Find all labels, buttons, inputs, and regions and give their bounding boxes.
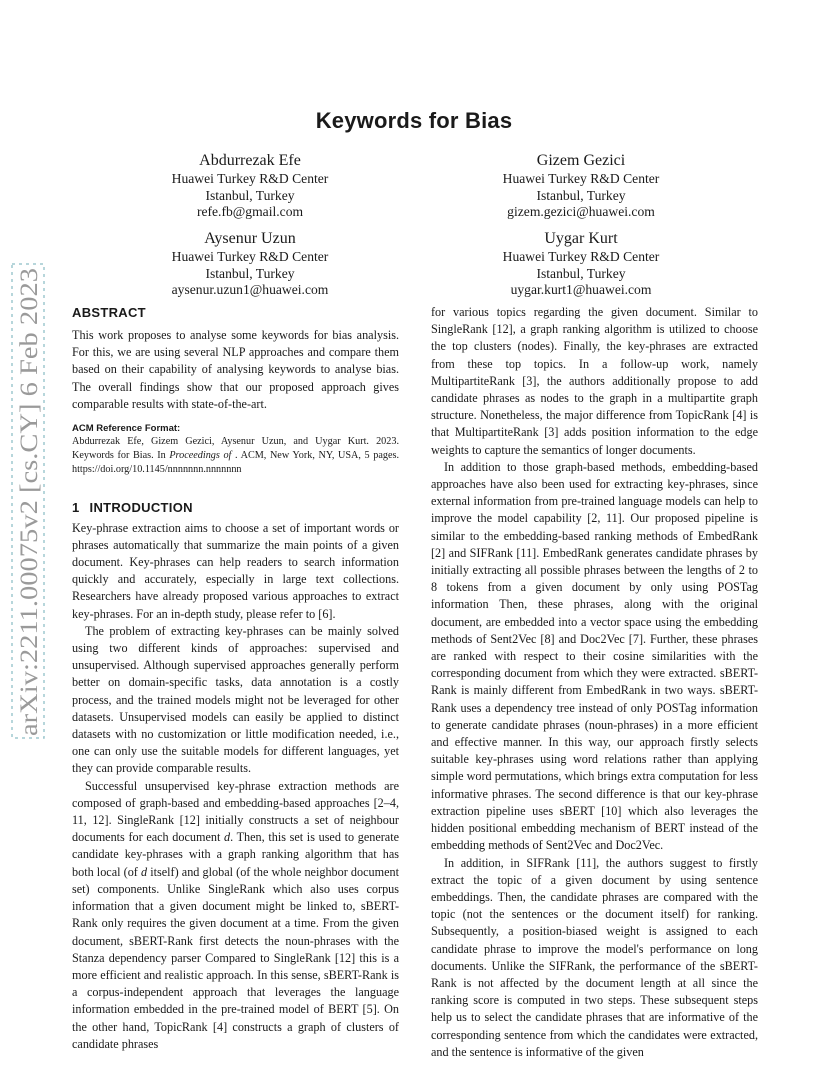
author-email[interactable]: refe.fb@gmail.com: [196, 204, 304, 219]
author-email[interactable]: uygar.kurt1@huawei.com: [510, 282, 652, 297]
author-name: Abdurrezak Efe: [199, 152, 301, 169]
intro-paragraph-3-part-c: itself) and global (of the whole neighbor document set) components. Unlike SingleRank which also uses corpus information that a given document might be linked to, sBERT-Rank only requires the given document at a time. From the given document, sBERT-Rank first detects the noun-phrases with the Stanza dependency parser Compared to SingleRank [12] this is a more efficient and realistic approach. In this sense, sBERT-Rank is a corpus-independent approach that leverages the language information embedded in the pre-trained model of BERT [5]. On the other hand, TopicRank [4] constructs a graph of clusters of candidate phrases: [72, 864, 399, 1051]
acm-reference-text: [72, 435, 399, 478]
author-org: Huawei Turkey R&D Center: [502, 249, 660, 264]
right-column: [431, 304, 758, 1061]
intro-paragraph-3: [72, 778, 399, 1053]
arxiv-stamp-text: arXiv:2211.00075v2 [cs.CY] 6 Feb 2023: [16, 325, 43, 736]
arxiv-stamp-graphic: [10, 262, 46, 740]
author-name: Aysenur Uzun: [204, 230, 296, 247]
intro-paragraph-2: The problem of extracting key-phrases can be mainly solved using two different kinds of approaches: supervised and unsupervised. Although supervised approaches generally perform better on domain-specific tasks, data annotation is a costly process, and the trained models might not be leveraged for other datasets. Unsupervised models can easily be applied to distinct datasets with no customization or little modification needed, i.e., one can only use the suitable models for different languages, yet they can provide comparable results.: [72, 623, 399, 776]
acm-reference-prefix: Abdurrezak Efe, Gizem Gezici, Aysenur Uzun, and Uygar Kurt. 2023. Keywords for Bias. In: [72, 436, 399, 462]
author-city: Istanbul, Turkey: [205, 265, 295, 281]
arxiv-stamp[interactable]: [10, 262, 46, 740]
author-city: Istanbul, Turkey: [536, 187, 626, 203]
abstract-heading: ABSTRACT: [72, 305, 146, 320]
intro-paragraph-1: Key-phrase extraction aims to choose a set of important words or phrases automatically that summarize the main points of a given document. Key-phrases can help readers to search information quickly and accurately, especially in large text collections. Researchers have already proposed various approaches to extract key-phrases. For an in-depth study, please refer to [6].: [72, 520, 399, 621]
author-city: Istanbul, Turkey: [205, 187, 295, 203]
author-name: Gizem Gezici: [536, 152, 626, 169]
acm-reference-proceedings: Proceedings of: [169, 450, 232, 462]
document-variable: d: [141, 864, 148, 879]
intro-paragraph-3-part-b: . Then, this set is used to generate candidate key-phrases with a graph ranking algorithm that has both local (of: [72, 830, 399, 879]
abstract-text: This work proposes to analyse some keywords for bias analysis. For this, we are using several NLP approaches and compare them based on their capability of analysing keywords to analyse bias. The overall findings show that our proposed approach gives comparable results with state-of-the-art.: [72, 328, 399, 411]
intro-paragraph-embedding: In addition to those graph-based methods, embedding-based approaches have also been used for extracting key-phrases, since external information from pre-trained language models can help to improve the model capability [2, 11]. Our proposed pipeline is similar to the embedding-based ranking methods of EmbedRank [2] and SIFRank [11]. EmbedRank generates candidate phrases by initially extracting all possible phrases between the lengths of 2 to 8 tokens from a given document by only using POSTag information Then, these phrases, along with the original document, are embedded into a vector space using the embedding methods of Sent2Vec [8] and Doc2Vec [7]. Further, these phrases are ranked with respect to their cosine similarities with the corresponding document from which they were extracted. sBERT-Rank is mainly different from EmbedRank in two ways. sBERT-Rank uses a dependency tree instead of only POSTag information to generate candidate phrases (noun-phrases) in a more efficient and effective manner. In this way, our approach firstly selects suitable key-phrases using word relations rather than applying simple word permutations, which brings extra computation for less informative phrases. The second difference is that our key-phrase extraction pipeline uses sBERT [10] which also leverages the hidden positional embedding mechanism of BERT instead of the embedding methods of Sent2Vec and Doc2Vec.: [431, 459, 758, 853]
author-block-4: [431, 229, 731, 299]
section-title: INTRODUCTION: [89, 499, 193, 515]
author-block-1: [100, 151, 400, 221]
paper-title: Keywords for Bias: [315, 108, 513, 133]
author-org: Huawei Turkey R&D Center: [171, 171, 329, 186]
author-email[interactable]: aysenur.uzun1@huawei.com: [171, 282, 329, 297]
acm-reference-suffix: . ACM, New York, NY, USA, 5 pages. https://doi.org/10.1145/nnnnnnn.nnnnnnn: [72, 450, 399, 476]
author-city: Istanbul, Turkey: [536, 265, 626, 281]
acm-reference-heading: ACM Reference Format:: [72, 423, 181, 435]
document-variable: d: [224, 830, 231, 845]
intro-paragraph-3-part-a: Successful unsupervised key-phrase extraction methods are composed of graph-based and embedding-based approaches [2–4, 11, 12]. SingleRank [12] initially constructs a set of neighbour documents for each document: [72, 778, 399, 845]
author-email[interactable]: gizem.gezici@huawei.com: [507, 204, 655, 219]
intro-paragraph-sifrank: In addition, in SIFRank [11], the authors suggest to firstly extract the topic of a given document by using sentence embeddings. Then, the candidate phrases are compared with the topic (not the sentences or the document itself) for ranking. Subsequently, a position-biased weight is assigned to each candidate phrase to improve the model's performance on long documents. Unlike the SIFRank, the performance of the sBERT-Rank is not affected by the document length at all since the ranking score is computed in two steps. These subsequent steps help us to select the candidate phrases that are informative of the corresponding sentence from which the candidates were extracted, and the sentence is informative of the given: [431, 855, 758, 1059]
author-org: Huawei Turkey R&D Center: [171, 249, 329, 264]
intro-paragraph-continued: for various topics regarding the given document. Similar to SingleRank [12], a graph ranking algorithm is utilized to choose the top clusters (nodes). Finally, the key-phrases are extracted from these top topics. In a follow-up work, namely MultipartiteRank [3], the authors additionally propose to add candidate phrases as nodes to the graph in a multipartite graph structure. Nonetheless, the major difference from TopicRank [4] is that MultipartiteRank [3] adds position information to the edge weights to capture the semantics of longer documents.: [431, 305, 758, 457]
author-block-2: [431, 151, 731, 221]
intro-heading: [72, 499, 399, 516]
left-column: [72, 304, 399, 1053]
section-number: 1: [72, 499, 80, 515]
author-name: Uygar Kurt: [544, 230, 618, 247]
author-org: Huawei Turkey R&D Center: [502, 171, 660, 186]
author-block-3: [100, 229, 400, 299]
